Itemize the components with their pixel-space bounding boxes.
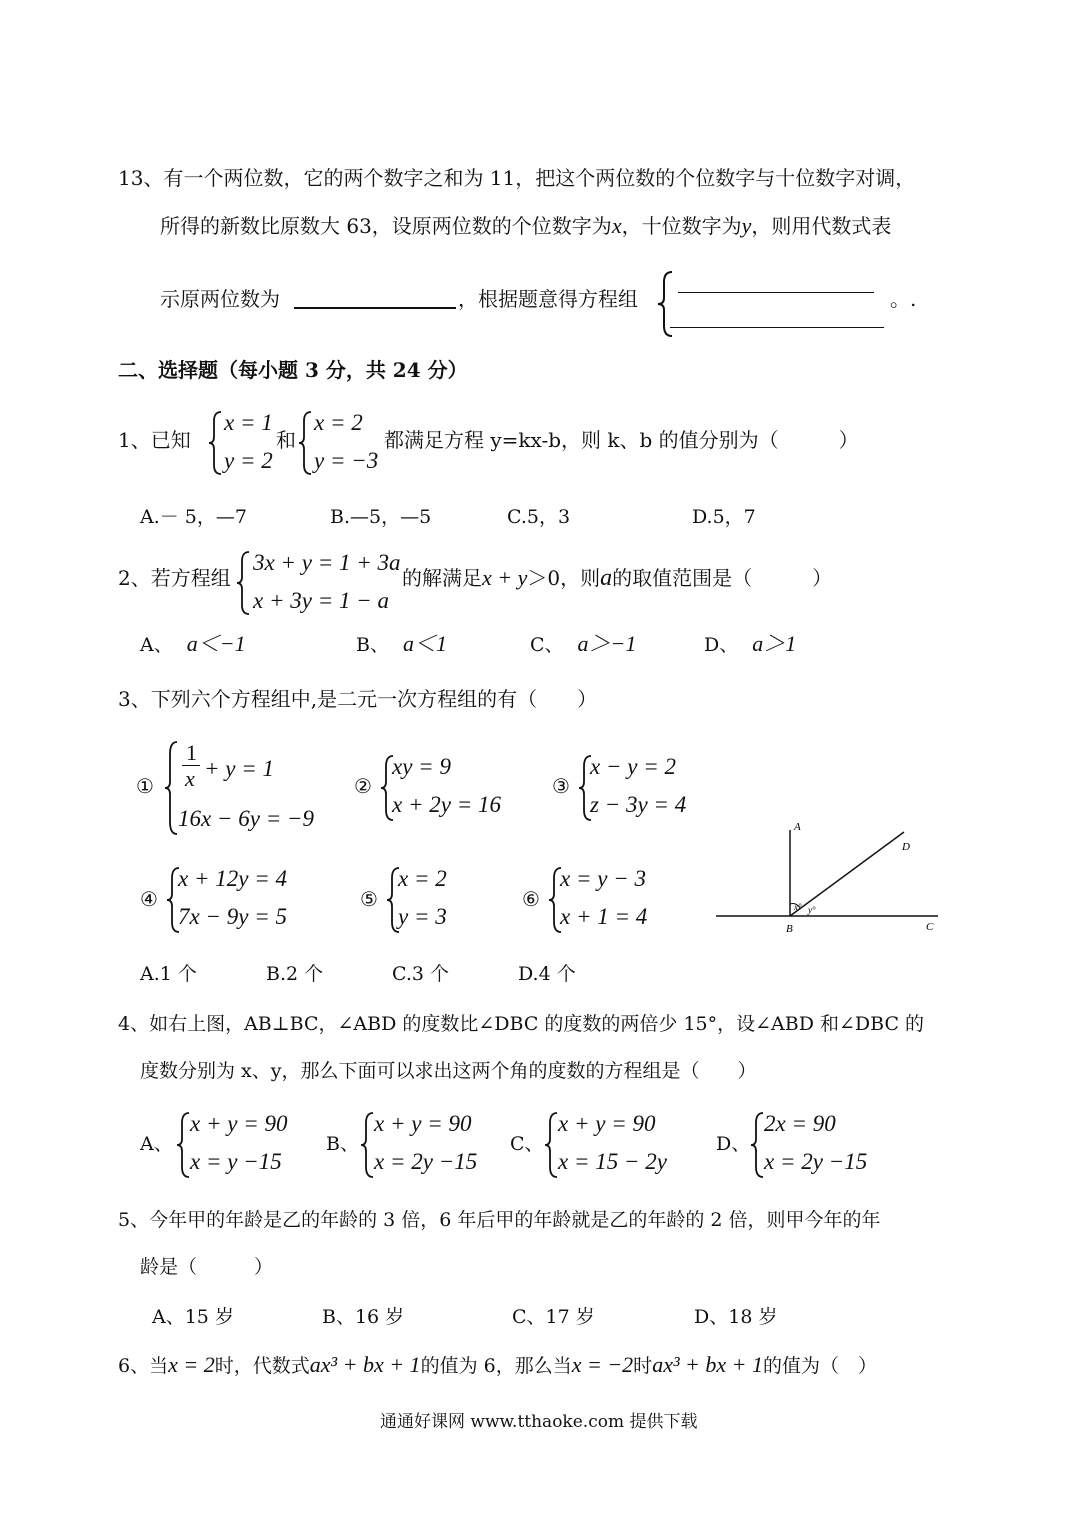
q5-choice-b[interactable]: B、16 岁 (322, 1306, 405, 1328)
q1-sys1-eq1: x = 1 (224, 410, 273, 435)
q1-choice-c[interactable]: C.5，3 (507, 506, 571, 528)
q4-system-d (750, 1111, 880, 1179)
q1-choice-a[interactable]: A.－ 5，—7 (140, 506, 247, 528)
q2-choice-c-label: C、 (530, 634, 564, 656)
q6-m1: x = 2 (168, 1352, 215, 1377)
q3-system-4 (166, 866, 306, 934)
q3-mark-1: ① (136, 774, 154, 798)
q6-p1: 6、当 (118, 1355, 169, 1377)
q2-var: a (600, 565, 613, 591)
q3-system-2 (380, 754, 510, 822)
q2-system (236, 550, 402, 616)
q3-choice-c[interactable]: C.3 个 (392, 963, 450, 985)
fig-label-c: C (926, 921, 934, 933)
section2-heading: 二、选择题（每小题 3 分，共 24 分） (118, 358, 468, 382)
q3-sys1-eq1-rest: + y = 1 (204, 756, 274, 781)
q3-system-1 (164, 740, 334, 836)
q2-choice-a-label: A、 (140, 634, 173, 656)
q2-choice-b-label: B、 (356, 634, 389, 656)
fig-label-b: B (786, 923, 793, 935)
q6-p3: 的值为 6，那么当 (420, 1355, 572, 1377)
q3-choice-d[interactable]: D.4 个 (518, 963, 576, 985)
q6-m3: x = −2 (571, 1352, 634, 1377)
q3-sys1-numer: 1 (186, 740, 197, 765)
q4-sysD-eq2: x = 2y −15 (764, 1149, 868, 1174)
q5-choice-d[interactable]: D、18 岁 (694, 1306, 778, 1328)
q1-sys2-eq2: y = −3 (314, 448, 379, 473)
q13-line2b: ，十位数字为 (621, 214, 742, 238)
q3-mark-4: ④ (140, 887, 158, 911)
q3-sys5-eq1: x = 2 (398, 866, 447, 891)
q6-m4: ax³ + bx + 1 (652, 1352, 764, 1377)
q3-mark-3: ③ (552, 774, 570, 798)
q13-line2c: ，则用代数式表 (751, 214, 892, 238)
q2-choice-a[interactable] (140, 632, 246, 657)
q3-sys2-eq2: x + 2y = 16 (392, 792, 501, 817)
q1-sys1-eq2: y = 2 (224, 448, 273, 473)
q6-p2: 时，代数式 (214, 1355, 310, 1377)
q5-choice-a[interactable]: A、15 岁 (152, 1306, 234, 1328)
q4-choice-b-label[interactable]: B、 (326, 1133, 359, 1155)
q3-sys4-eq1: x + 12y = 4 (178, 866, 287, 891)
q13-answer-blank[interactable] (294, 307, 456, 309)
q6-p5: 的值为（ ） (763, 1355, 878, 1377)
q3-choice-b[interactable]: B.2 个 (266, 963, 324, 985)
fig-label-d: D (902, 841, 910, 853)
q1-system-2 (298, 410, 388, 476)
q1-prefix: 1、已知 (118, 428, 191, 452)
q2-choice-a-math: a＜−1 (186, 631, 246, 656)
q5-choice-c[interactable]: C、17 岁 (512, 1306, 595, 1328)
q13-line3a: 示原两位数为 (160, 287, 280, 311)
q4-system-b (360, 1111, 490, 1179)
q3-text: 3、下列六个方程组中,是二元一次方程组的有（ ） (118, 687, 598, 711)
q4-choice-c-label[interactable]: C、 (510, 1133, 544, 1155)
q4-sysA-eq2: x = y −15 (190, 1149, 282, 1174)
q13-line1: 13、有一个两位数，它的两个数字之和为 11，把这个两位数的个位数字与十位数字对调， (118, 166, 916, 190)
q3-sys1-eq2: 16x − 6y = −9 (178, 806, 314, 831)
q1-system-1 (208, 410, 278, 476)
q3-sys6-eq1: x = y − 3 (560, 866, 646, 891)
q2-choice-c[interactable] (530, 632, 636, 657)
fig-label-a: A (794, 821, 801, 833)
q2-mid2: ＞0，则 (527, 566, 601, 590)
q4-sysD-eq1: 2x = 90 (764, 1111, 836, 1136)
q6-line (118, 1353, 877, 1378)
angle-figure (716, 816, 946, 936)
q3-mark-5: ⑤ (360, 887, 378, 911)
page-footer: 通通好课网 www.tthaoke.com 提供下载 (380, 1412, 698, 1432)
q6-m2: ax³ + bx + 1 (309, 1352, 421, 1377)
q2-choice-b[interactable] (356, 632, 447, 657)
q13-line2 (160, 214, 891, 238)
q2-suffix: 的取值范围是（ ） (612, 566, 833, 590)
q13-system-blank-2[interactable] (670, 327, 884, 328)
q2-choice-d-label: D、 (704, 634, 739, 656)
q2-sys-eq2: x + 3y = 1 − a (253, 588, 389, 613)
q2-text (402, 566, 832, 590)
fig-label-y: y° (808, 905, 816, 915)
q2-sys-eq1: 3x + y = 1 + 3a (253, 550, 401, 575)
q1-sys2-eq1: x = 2 (314, 410, 363, 435)
q3-system-3 (578, 754, 698, 822)
q2-choice-b-math: a＜1 (402, 631, 447, 656)
q3-system-6 (548, 866, 668, 934)
q2-choice-d[interactable] (704, 632, 796, 657)
q1-and: 和 (276, 428, 296, 452)
q4-choice-a-label[interactable]: A、 (140, 1133, 173, 1155)
q2-mid1: 的解满足 (402, 566, 482, 590)
q3-mark-6: ⑥ (522, 887, 540, 911)
q2-choice-d-math: a＞1 (752, 631, 797, 656)
q4-sysB-eq2: x = 2y −15 (374, 1149, 478, 1174)
q2-choice-c-math: a＞−1 (577, 631, 637, 656)
q1-choice-d[interactable]: D.5，7 (692, 506, 756, 528)
q6-p4: 时 (633, 1355, 653, 1377)
q3-mark-2: ② (354, 774, 372, 798)
q3-sys1-denom: x (185, 766, 195, 791)
q13-var-y: y (741, 213, 752, 238)
q1-choice-b[interactable]: B.—5，—5 (330, 506, 432, 528)
q1-suffix: 都满足方程 y=kx-b，则 k、b 的值分别为（ ） (384, 428, 859, 452)
q3-sys3-eq1: x − y = 2 (590, 754, 676, 779)
q4-sysC-eq1: x + y = 90 (558, 1111, 656, 1136)
q13-line3c: 。. (890, 287, 917, 311)
q13-system-blank-1[interactable] (678, 292, 874, 293)
q3-sys4-eq2: 7x − 9y = 5 (178, 904, 287, 929)
q3-sys5-eq2: y = 3 (398, 904, 447, 929)
q5-line2: 龄是（ ） (140, 1256, 274, 1278)
q4-line2: 度数分别为 x、y，那么下面可以求出这两个角的度数的方程组是（ ） (140, 1060, 757, 1082)
q13-var-x: x (611, 213, 622, 238)
q3-choice-a[interactable]: A.1 个 (140, 963, 197, 985)
q4-line1: 4、如右上图，AB⊥BC，∠ABD 的度数比∠DBC 的度数的两倍少 15°，设∠ABD 和∠DBC 的 (118, 1013, 925, 1035)
q4-system-c (544, 1111, 674, 1179)
q2-prefix: 2、若方程组 (118, 566, 231, 590)
q13-line2a: 所得的新数比原数大 63，设原两位数的个位数字为 (160, 214, 612, 238)
q4-choice-d-label[interactable]: D、 (716, 1133, 751, 1155)
q3-sys3-eq2: z − 3y = 4 (590, 792, 687, 817)
q4-system-a (176, 1111, 296, 1179)
q5-line1: 5、今年甲的年龄是乙的年龄的 3 倍，6 年后甲的年龄就是乙的年龄的 2 倍，则甲今年的年 (118, 1209, 881, 1231)
q3-system-5 (386, 866, 466, 934)
q2-cond: x + y (482, 565, 528, 590)
fig-label-x: x° (794, 902, 802, 912)
q4-sysC-eq2: x = 15 − 2y (558, 1149, 667, 1174)
q3-sys6-eq2: x + 1 = 4 (560, 904, 648, 929)
q4-sysA-eq1: x + y = 90 (190, 1111, 288, 1136)
q4-sysB-eq1: x + y = 90 (374, 1111, 472, 1136)
q13-line3b: ，根据题意得方程组 (458, 287, 638, 311)
q3-sys2-eq1: xy = 9 (392, 754, 451, 779)
